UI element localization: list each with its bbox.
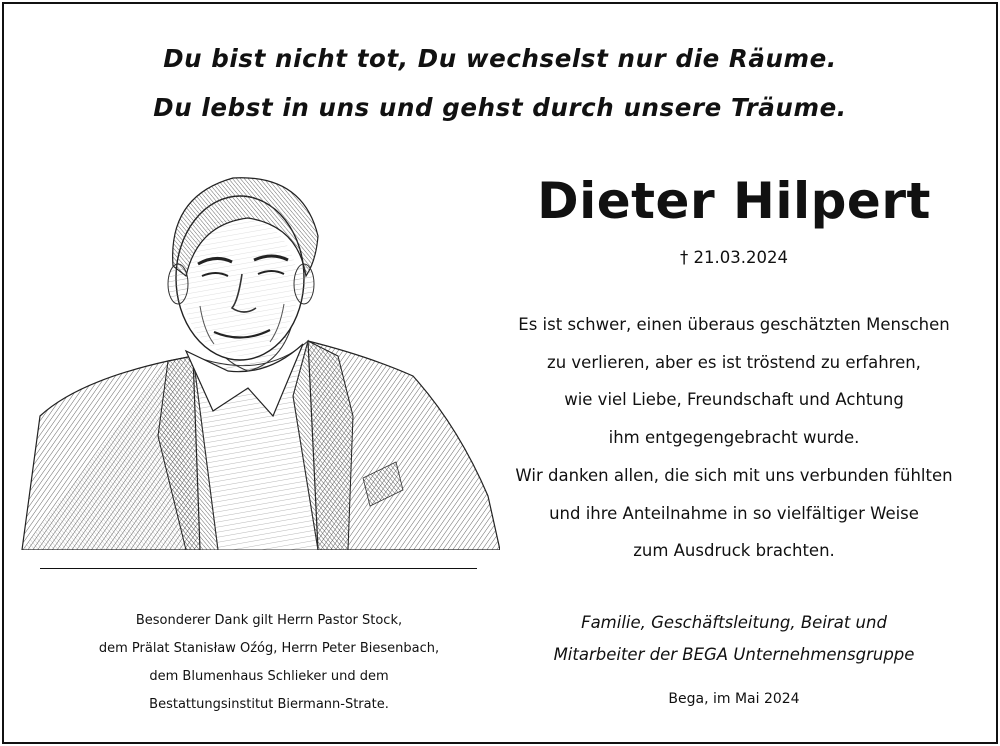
thanks-line: Bestattungsinstitut Biermann-Strate. [149,697,389,712]
signature-block [504,607,964,671]
message-line: Wir danken allen, die sich mit uns verbunden fühlten [515,465,953,485]
portrait-image [18,166,500,550]
condolence-message [484,306,984,570]
place-date: Bega, im Mai 2024 [668,691,800,707]
message-line: wie viel Liebe, Freundschaft und Achtung [564,390,904,410]
thanks-line: Besonderer Dank gilt Herrn Pastor Stock, [135,613,403,628]
death-date: † 21.03.2024 [680,248,788,267]
motto-line-1: Du bist nicht tot, Du wechselst nur die Räume. [163,44,837,73]
thanks-line: dem Prälat Stanisław Oźóg, Herrn Peter Biesenbach, [98,641,440,656]
deceased-name: Dieter Hilpert [537,172,931,230]
message-line: und ihre Anteilnahme in so vielfältiger Weise [549,503,919,523]
signature-line: Mitarbeiter der BEGA Unternehmensgruppe [553,645,915,664]
divider-rule [40,568,477,569]
motto-line-2: Du lebst in uns und gehst durch unsere Träume. [153,93,847,122]
signature-line: Familie, Geschäftsleitung, Beirat und [581,613,887,632]
message-line: Es ist schwer, einen überaus geschätzten Menschen [518,315,950,334]
special-thanks [44,607,494,719]
message-line: zu verlieren, aber es ist tröstend zu erfahren, [547,352,921,372]
thanks-line: dem Blumenhaus Schlieker und dem [149,669,389,684]
message-line: zum Ausdruck brachten. [633,541,835,561]
obituary-card [2,2,998,744]
message-line: ihm entgegengebracht wurde. [608,428,860,448]
